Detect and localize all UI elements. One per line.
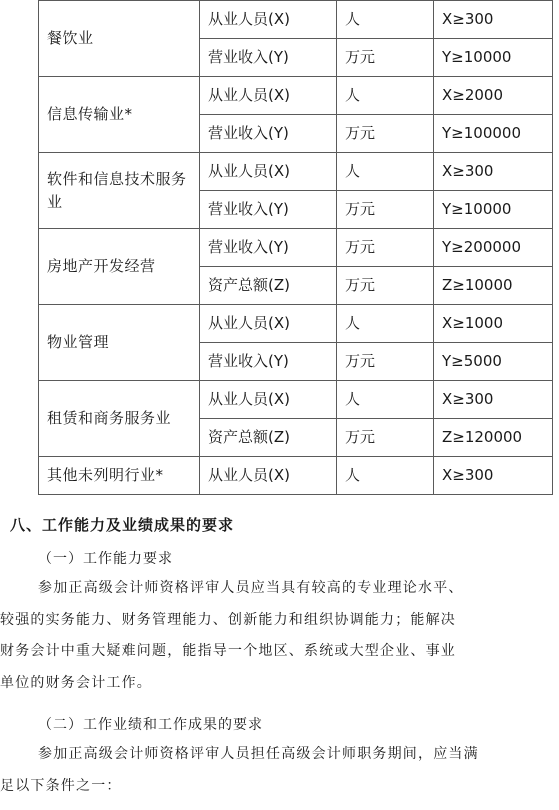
threshold-cell: X≥300 — [434, 381, 553, 419]
industry-standard-table — [38, 0, 553, 495]
table-row — [39, 153, 553, 191]
unit-cell: 人 — [337, 457, 434, 495]
unit-cell: 万元 — [337, 229, 434, 267]
unit-cell: 万元 — [337, 267, 434, 305]
indicator-cell: 营业收入(Y) — [200, 115, 337, 153]
indicator-cell: 营业收入(Y) — [200, 191, 337, 229]
industry-cell: 其他未列明行业* — [39, 457, 200, 495]
unit-cell: 万元 — [337, 343, 434, 381]
unit-cell: 人 — [337, 153, 434, 191]
table-row — [39, 457, 553, 495]
threshold-cell: X≥300 — [434, 457, 553, 495]
subsection-work-ability: （一）工作能力要求 — [38, 551, 173, 567]
paragraph-achievements — [0, 739, 556, 802]
section-heading: 八、工作能力及业绩成果的要求 — [10, 516, 235, 534]
table-body — [39, 1, 553, 495]
indicator-cell: 营业收入(Y) — [200, 229, 337, 267]
unit-cell: 万元 — [337, 419, 434, 457]
industry-cell: 软件和信息技术服务业 — [39, 153, 200, 229]
paragraph-line: 参加正高级会计师资格评审人员应当具有较高的专业理论水平、 — [38, 580, 464, 596]
indicator-cell: 从业人员(X) — [200, 305, 337, 343]
threshold-cell: Y≥10000 — [434, 191, 553, 229]
table-row — [39, 77, 553, 115]
threshold-cell: Y≥10000 — [434, 39, 553, 77]
indicator-cell: 资产总额(Z) — [200, 419, 337, 457]
indicator-cell: 从业人员(X) — [200, 381, 337, 419]
unit-cell: 人 — [337, 77, 434, 115]
table-row — [39, 1, 553, 39]
paragraph-line: 足以下条件之一： — [0, 777, 122, 794]
threshold-cell: Y≥100000 — [434, 115, 553, 153]
unit-cell: 人 — [337, 305, 434, 343]
industry-cell: 租赁和商务服务业 — [39, 381, 200, 457]
unit-cell: 万元 — [337, 39, 434, 77]
industry-cell: 房地产开发经营 — [39, 229, 200, 305]
unit-cell: 人 — [337, 381, 434, 419]
unit-cell: 人 — [337, 1, 434, 39]
indicator-cell: 营业收入(Y) — [200, 343, 337, 381]
threshold-cell: X≥2000 — [434, 77, 553, 115]
unit-cell: 万元 — [337, 115, 434, 153]
threshold-cell: X≥300 — [434, 153, 553, 191]
threshold-cell: Z≥120000 — [434, 419, 553, 457]
paragraph-line: 参加正高级会计师资格评审人员担任高级会计师职务期间，应当满 — [38, 746, 479, 762]
table-row — [39, 305, 553, 343]
table-row — [39, 381, 553, 419]
paragraph-work-ability — [0, 573, 556, 699]
industry-cell: 物业管理 — [39, 305, 200, 381]
subsection-achievements: （二）工作业绩和工作成果的要求 — [38, 717, 263, 733]
paragraph-line: 较强的实务能力、财务管理能力、创新能力和组织协调能力；能解决 — [0, 611, 456, 628]
indicator-cell: 从业人员(X) — [200, 153, 337, 191]
indicator-cell: 营业收入(Y) — [200, 39, 337, 77]
paragraph-line: 财务会计中重大疑难问题，能指导一个地区、系统或大型企业、事业 — [0, 643, 456, 659]
threshold-cell: X≥300 — [434, 1, 553, 39]
indicator-cell: 从业人员(X) — [200, 457, 337, 495]
threshold-cell: Y≥5000 — [434, 343, 553, 381]
paragraph-line: 单位的财务会计工作。 — [0, 674, 152, 691]
indicator-cell: 资产总额(Z) — [200, 267, 337, 305]
threshold-cell: X≥1000 — [434, 305, 553, 343]
indicator-cell: 从业人员(X) — [200, 77, 337, 115]
table-row — [39, 229, 553, 267]
threshold-cell: Z≥10000 — [434, 267, 553, 305]
industry-cell: 信息传输业* — [39, 77, 200, 153]
threshold-cell: Y≥200000 — [434, 229, 553, 267]
indicator-cell: 从业人员(X) — [200, 1, 337, 39]
unit-cell: 万元 — [337, 191, 434, 229]
industry-cell: 餐饮业 — [39, 1, 200, 77]
